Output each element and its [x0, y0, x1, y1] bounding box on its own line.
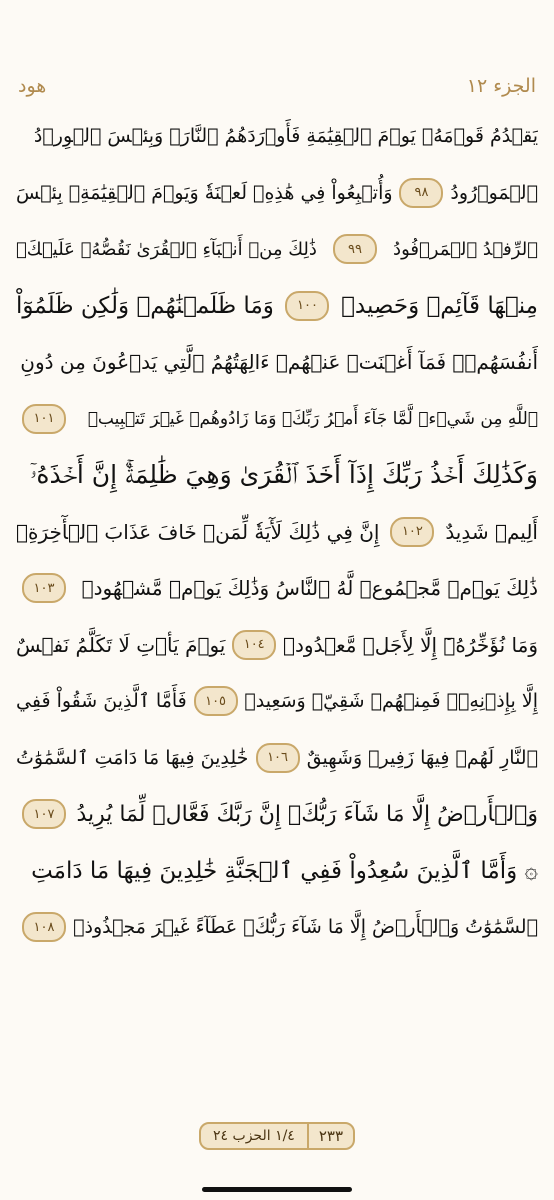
verse-text: خَٰلِدِينَ فِيهَا مَا دَامَتِ ٱلسَّمَٰوَٰتُ: [16, 746, 249, 769]
page-footer: [0, 1122, 554, 1150]
verse-line: [16, 899, 538, 956]
verse-text: ذَٰلِكَ مِنۡ أَنۢبَآءِ ٱلۡقُرَىٰ نَقُصُّهُۥ عَلَيۡكَۖ: [16, 238, 317, 260]
home-indicator[interactable]: [202, 1187, 352, 1192]
verse-text: فَأَمَّا ٱلَّذِينَ شَقُواْ فَفِي: [16, 690, 187, 713]
verse-line: [16, 730, 538, 787]
verse-text: وَمَا نُؤَخِّرُهُۥٓ إِلَّا لِأَجَلٖ مَّعۡدُودٖ: [283, 632, 538, 657]
verse-line: [16, 391, 538, 448]
ayah-number-marker[interactable]: ١٠٢: [390, 517, 434, 547]
ayah-number-marker[interactable]: ١٠٦: [256, 743, 300, 773]
verse-text: أَلِيمٞ شَدِيدٌ: [445, 519, 538, 544]
verse-line: [16, 221, 538, 278]
verse-text: ٱلنَّارِ لَهُمۡ فِيهَا زَفِيرٞ وَشَهِيقٌ: [306, 746, 538, 769]
verse-text: يَقۡدُمُ قَوۡمَهُۥ يَوۡمَ ٱلۡقِيَٰمَةِ فَأَوۡرَدَهُمُ ٱلنَّارَۖ وَبِئۡسَ ٱلۡوِرۡدُ: [33, 125, 538, 148]
page-number: ٢٣٣: [307, 1124, 353, 1148]
verse-text: ٱلرِّفۡدُ ٱلۡمَرۡفُودُ: [393, 238, 538, 260]
ayah-number-marker[interactable]: ١٠١: [22, 404, 66, 434]
verse-text: وَمَا ظَلَمۡنَٰهُمۡ وَلَٰكِن ظَلَمُوٓاْ: [16, 292, 274, 319]
surah-name: هود: [18, 75, 47, 97]
hizb-label: ١/٤ الحزب ٢٤: [213, 1128, 295, 1144]
verse-text: ٱللَّهِ مِن شَيۡءٖ لَّمَّا جَآءَ أَمۡرُ رَبِّكَۖ وَمَا زَادُوهُمۡ غَيۡرَ تَتۡبِيبٖ: [87, 408, 538, 429]
verse-line: [16, 673, 538, 730]
ayah-number-marker[interactable]: ٩٩: [333, 234, 377, 264]
verse-text: وَأُتۡبِعُواْ فِي هَٰذِهِۦ لَعۡنَةٗ وَيَوۡمَ ٱلۡقِيَٰمَةِۚ بِئۡسَ: [16, 181, 393, 204]
verse-text: ذَٰلِكَ يَوۡمٞ مَّجۡمُوعٞ لَّهُ ٱلنَّاسُ وَذَٰلِكَ يَوۡمٞ مَّشۡهُودٞ: [81, 576, 538, 601]
verse-text: أَنفُسَهُمۡۖ فَمَآ أَغۡنَتۡ عَنۡهُمۡ ءَالِهَتُهُمُ ٱلَّتِي يَدۡعُونَ مِن دُونِ: [20, 350, 538, 375]
page-header: [18, 66, 536, 106]
verse-text: يَوۡمَ يَأۡتِ لَا تَكَلَّمُ نَفۡسٌ: [16, 632, 226, 657]
verse-line: [16, 165, 538, 222]
verse-text: وَٱلۡأَرۡضُ إِلَّا مَا شَآءَ رَبُّكَۚ إِنَّ رَبَّكَ فَعَّالٞ لِّمَا يُرِيدُ: [76, 801, 538, 827]
verse-line: [16, 843, 538, 900]
verse-line: [16, 786, 538, 843]
verse-line: [16, 447, 538, 504]
verse-line: [16, 278, 538, 335]
ayah-number-marker[interactable]: ١٠٨: [22, 912, 66, 942]
juz-label: الجزء ١٢: [466, 75, 536, 97]
ayah-number-marker[interactable]: ٩٨: [399, 178, 443, 208]
verse-text: ٱلۡمَوۡرُودُ: [450, 181, 538, 204]
ayah-number-marker[interactable]: ١٠٧: [22, 799, 66, 829]
ayah-number-marker[interactable]: ١٠٤: [232, 630, 276, 660]
verse-line: [16, 334, 538, 391]
verse-line: [16, 504, 538, 561]
page-info-badge[interactable]: [199, 1122, 355, 1150]
verse-text: إِنَّ فِي ذَٰلِكَ لَأٓيَةٗ لِّمَنۡ خَافَ عَذَابَ ٱلۡأٓخِرَةِۚ: [16, 519, 380, 544]
verse-line: [16, 617, 538, 674]
verse-text: إِلَّا بِإِذۡنِهِۦۚ فَمِنۡهُمۡ شَقِيّٞ وَسَعِيدٞ: [244, 690, 538, 713]
ayah-number-marker[interactable]: ١٠٥: [194, 686, 238, 716]
quran-page-text: [16, 108, 538, 956]
verse-text: مِنۡهَا قَآئِمٞ وَحَصِيدٞ: [341, 292, 538, 319]
verse-line: [16, 108, 538, 165]
ayah-number-marker[interactable]: ١٠٠: [285, 291, 329, 321]
verse-text: ۞ وَأَمَّا ٱلَّذِينَ سُعِدُواْ فَفِي ٱلۡجَنَّةِ خَٰلِدِينَ فِيهَا مَا دَامَتِ: [31, 857, 538, 884]
verse-text: وَكَذَٰلِكَ أَخۡذُ رَبِّكَ إِذَآ أَخَذَ ٱلۡقُرَىٰ وَهِيَ ظَٰلِمَةٌۚ إِنَّ أَخۡذَهُۥٓ: [30, 460, 538, 490]
verse-line: [16, 560, 538, 617]
ayah-number-marker[interactable]: ١٠٣: [22, 573, 66, 603]
verse-text: ٱلسَّمَٰوَٰتُ وَٱلۡأَرۡضُ إِلَّا مَا شَآءَ رَبُّكَۖ عَطَآءً غَيۡرَ مَجۡذُوذٖ: [73, 916, 538, 939]
